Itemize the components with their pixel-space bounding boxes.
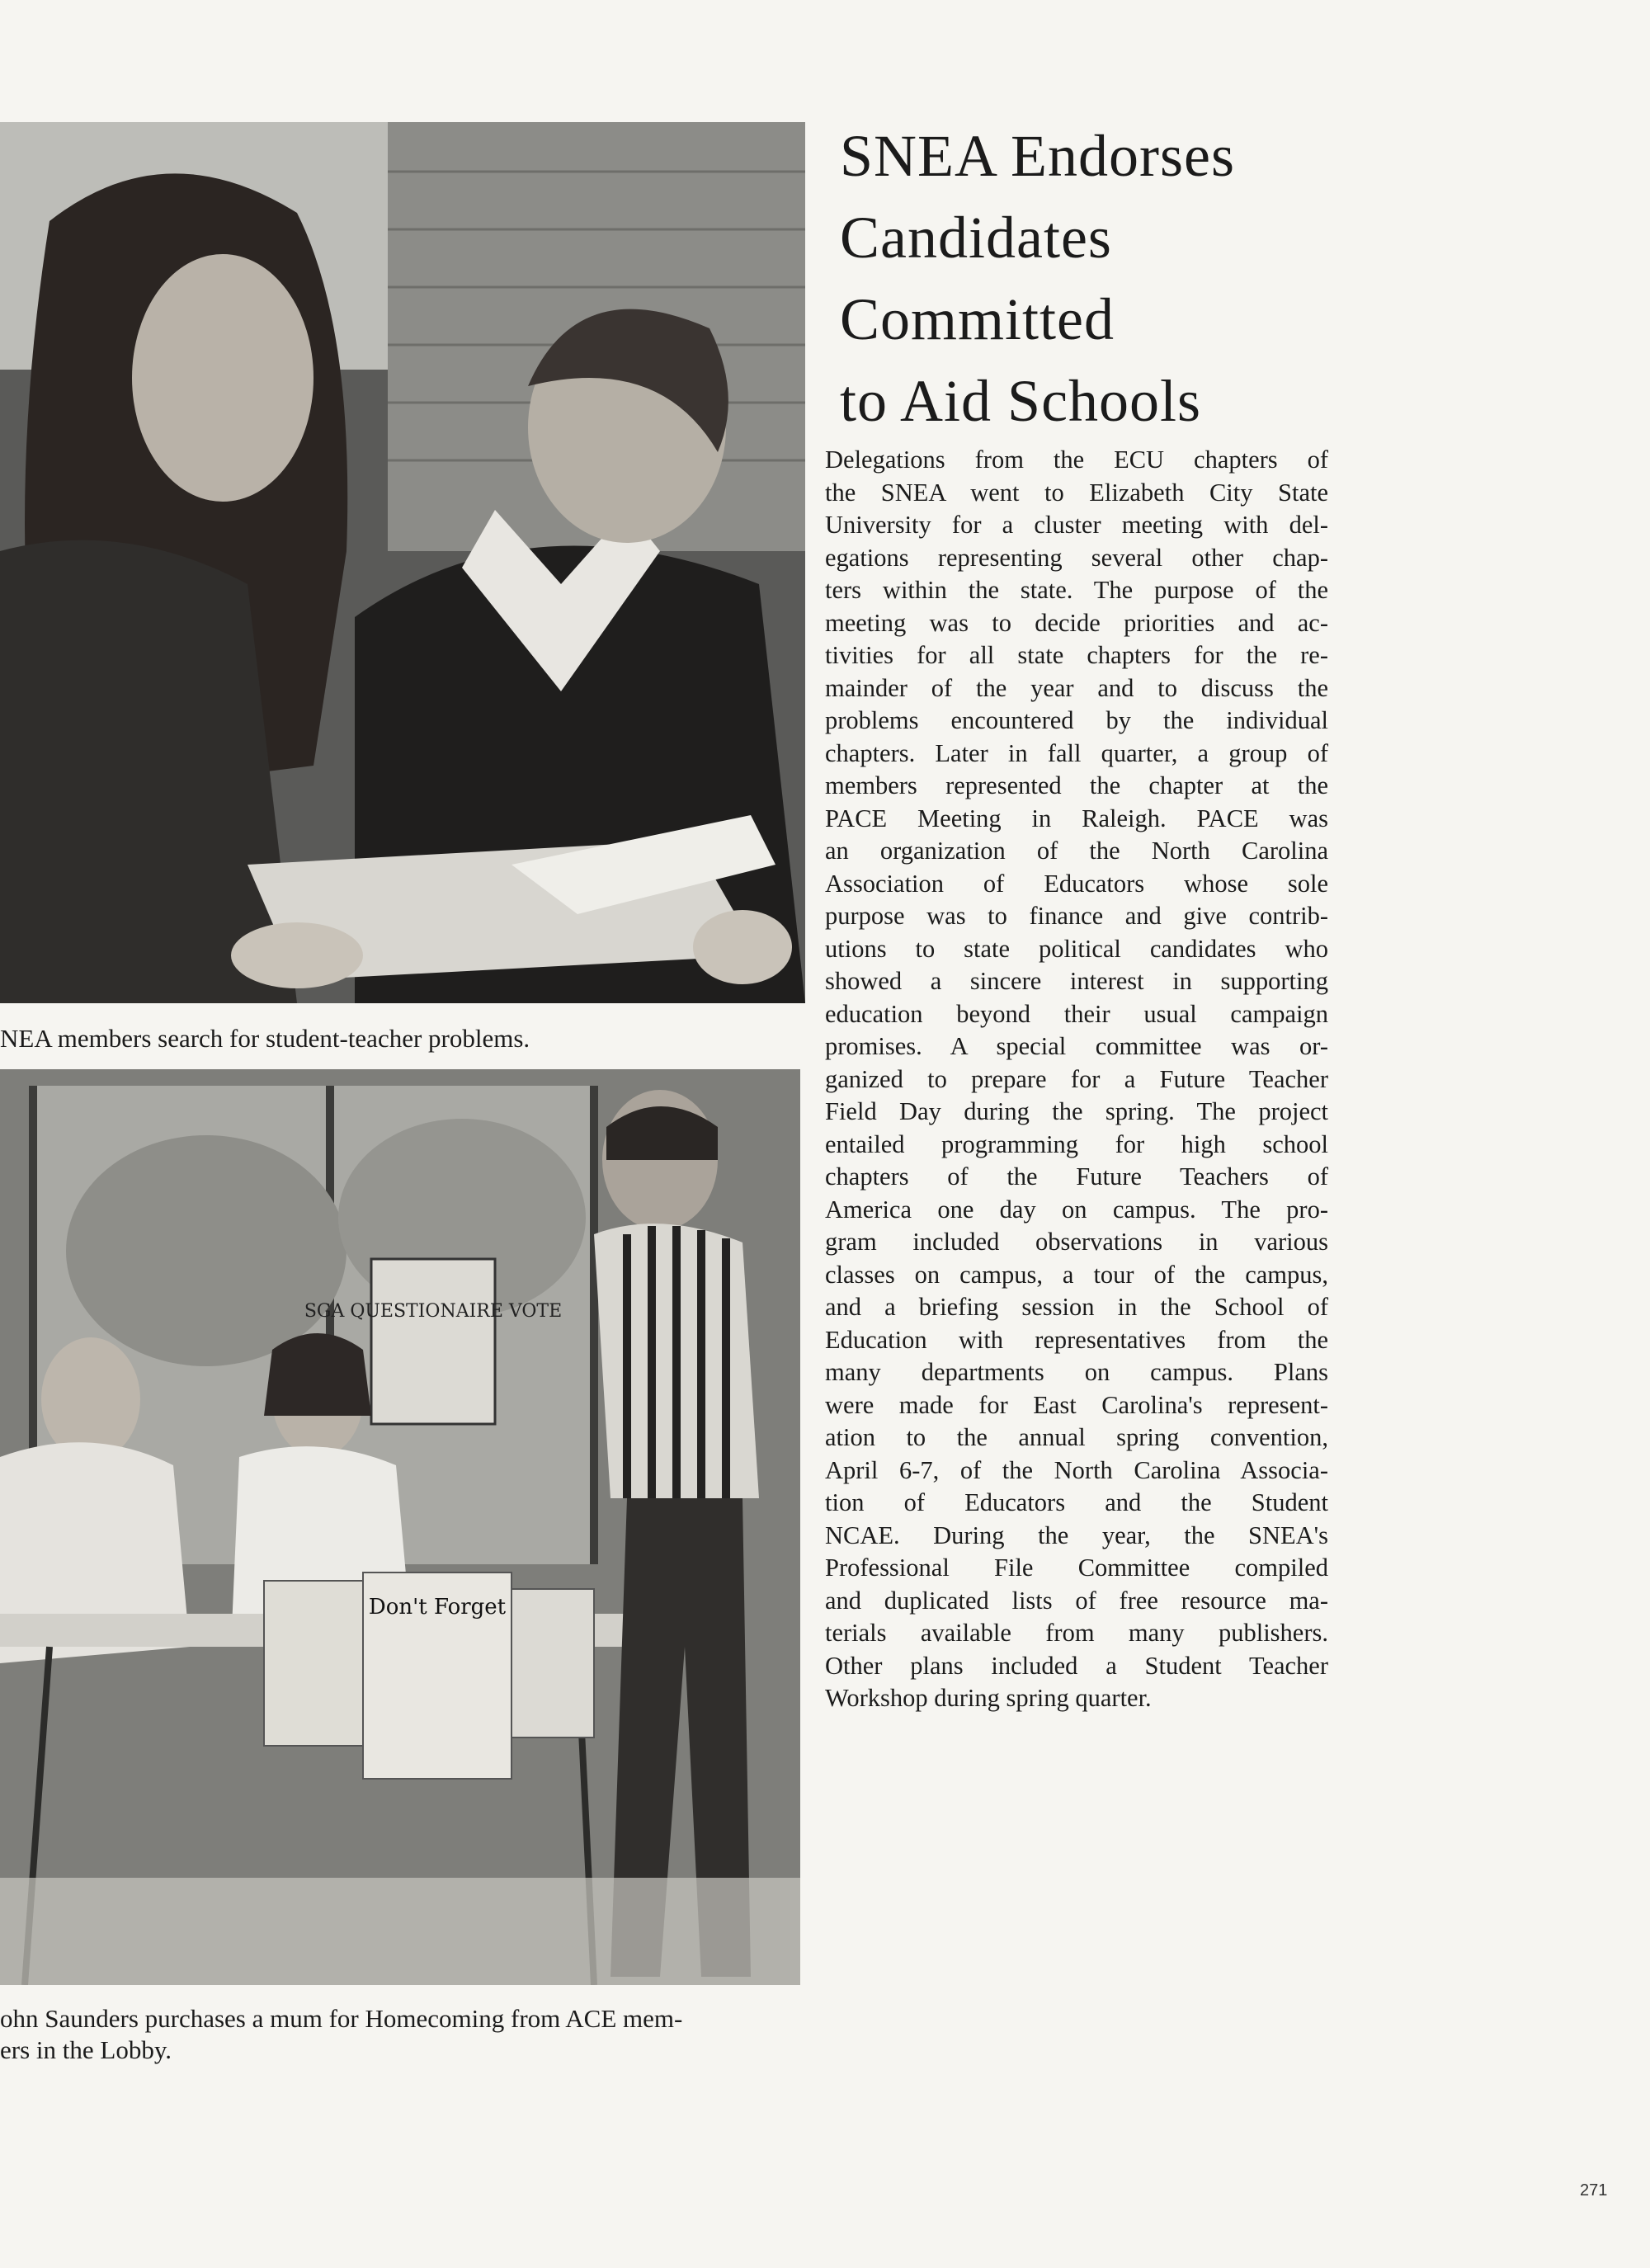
body-line: Other plans included a Student Teacher — [825, 1651, 1328, 1680]
headline-line: Candidates — [840, 205, 1112, 271]
caption-bottom-line-1: ohn Saunders purchases a mum for Homecoming from ACE mem- — [0, 2004, 683, 2033]
body-line: tivities for all state chapters for the re- — [825, 641, 1328, 669]
body-line: utions to state political candidates who — [825, 934, 1328, 963]
body-line: mainder of the year and to discuss the — [825, 673, 1328, 702]
body-line: ation to the annual spring convention, — [825, 1423, 1328, 1451]
body-line: terials available from many publishers. — [825, 1619, 1328, 1647]
body-line: gram included observations in various — [825, 1228, 1328, 1256]
body-line: Education with representatives from the — [825, 1325, 1328, 1354]
headline-line: SNEA Endorses — [840, 123, 1235, 189]
body-line: Association of Educators whose sole — [825, 869, 1328, 898]
body-line: problems encountered by the individual — [825, 706, 1328, 734]
body-line: showed a sincere interest in supporting — [825, 967, 1328, 995]
body-line: chapters of the Future Teachers of — [825, 1162, 1328, 1191]
body-line: April 6-7, of the North Carolina Associa- — [825, 1455, 1328, 1484]
photo-bottom — [0, 1069, 800, 1985]
body-line: entailed programming for high school — [825, 1129, 1328, 1158]
body-line: America one day on campus. The pro- — [825, 1195, 1328, 1224]
body-line: the SNEA went to Elizabeth City State — [825, 478, 1328, 507]
body-line: University for a cluster meeting with del- — [825, 511, 1328, 539]
body-line: classes on campus, a tour of the campus, — [825, 1260, 1328, 1289]
body-line: meeting was to decide priorities and ac- — [825, 608, 1328, 637]
body-line: many departments on campus. Plans — [825, 1358, 1328, 1386]
caption-bottom-line-2: ers in the Lobby. — [0, 2035, 172, 2064]
photo-top — [0, 122, 805, 1003]
body-line: Workshop during spring quarter. — [825, 1684, 1152, 1712]
box-sign-text: SGA QUESTIONAIRE VOTE — [304, 1301, 563, 1322]
body-line: education beyond their usual campaign — [825, 999, 1328, 1028]
article-body — [825, 444, 1328, 1715]
photo-two-students-reading-icon — [0, 122, 805, 1003]
body-line: egations representing several other chap- — [825, 543, 1328, 572]
photo-caption-bottom — [0, 2003, 682, 2066]
body-line: Field Day during the spring. The project — [825, 1097, 1328, 1125]
body-line: and a briefing session in the School of — [825, 1293, 1328, 1321]
body-line: Professional File Committee compiled — [825, 1554, 1328, 1582]
body-line: and duplicated lists of free resource ma- — [825, 1586, 1328, 1615]
body-line: promises. A special committee was or- — [825, 1032, 1328, 1060]
body-line: NCAE. During the year, the SNEA's — [825, 1521, 1328, 1549]
body-line: tion of Educators and the Student — [825, 1488, 1328, 1516]
body-line: ters within the state. The purpose of the — [825, 576, 1328, 604]
photo-caption-top: NEA members search for student-teacher problems. — [0, 1024, 530, 1053]
page-number: 271 — [1580, 2181, 1608, 2200]
headline-line: to Aid Schools — [840, 368, 1202, 434]
sign-center-text: Don't Forget — [368, 1595, 507, 1620]
article-headline — [840, 116, 1632, 442]
photo-students-at-table-icon — [0, 1069, 800, 1985]
body-line: chapters. Later in fall quarter, a group of — [825, 738, 1328, 767]
body-line: an organization of the North Carolina — [825, 837, 1328, 865]
body-line: ganized to prepare for a Future Teacher — [825, 1064, 1328, 1093]
body-line: Delegations from the ECU chapters of — [825, 446, 1328, 474]
body-line: purpose was to finance and give contrib- — [825, 902, 1328, 930]
body-line: members represented the chapter at the — [825, 771, 1328, 799]
body-line: PACE Meeting in Raleigh. PACE was — [825, 804, 1328, 832]
headline-line: Committed — [840, 286, 1115, 352]
body-line: were made for East Carolina's represent- — [825, 1390, 1328, 1419]
